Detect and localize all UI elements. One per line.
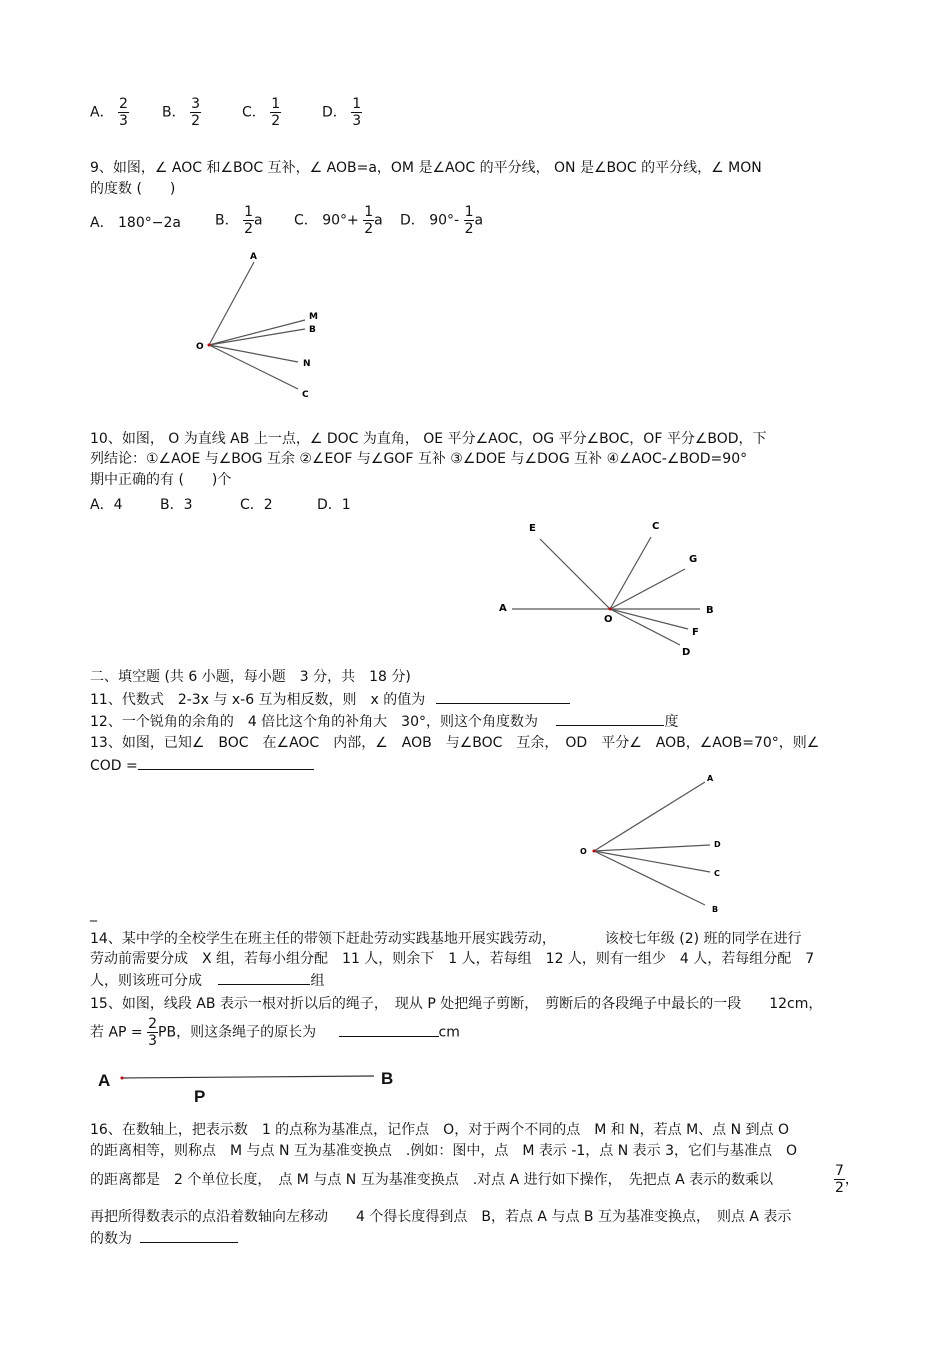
q16-fraction — [834, 1163, 845, 1196]
q15-mid: PB，则这条绳子的原长为 — [158, 1024, 317, 1041]
q10-line1: 10、如图， O 为直线 AB 上一点，∠ DOC 为直角， OE 平分∠AOC，OG 平分∠BOC，OF 平分∠BOD，下 — [90, 431, 767, 447]
q14-line2: 劳动前需要分成 X 组，若每小组分配 11 人，则余下 1 人，若每组 12 人，则有一组少 4 人，若每组分配 7 — [90, 951, 815, 967]
q9-line1: 9、如图，∠ AOC 和∠BOC 互补，∠ AOB=a，OM 是∠AOC 的平分线， ON 是∠BOC 的平分线，∠ MON — [90, 160, 762, 176]
q16-line5-text: 的数为 — [90, 1231, 132, 1247]
q15-den: 3 — [148, 1033, 158, 1049]
q10-line3: 期中正确的有 ( )个 — [90, 472, 232, 488]
q10-label-c: C — [652, 521, 660, 532]
q11-text: 11、代数式 2-3x 与 x-6 互为相反数，则 x 的值为 — [90, 692, 426, 708]
q14-unit: 组 — [310, 973, 325, 989]
q16-line5 — [90, 1228, 238, 1249]
q13-label-b: B — [712, 905, 719, 914]
stray-mark: _ — [90, 906, 97, 922]
q13-label-o: O — [580, 847, 587, 856]
q16-fraction-wrap — [834, 1163, 859, 1196]
q9-c-suffix: a — [374, 212, 383, 229]
q9-d-label: D． 90°- — [400, 212, 460, 229]
q8-d-den: 3 — [352, 113, 362, 129]
q9-label-c: C — [302, 390, 309, 400]
q8-c-label: C． — [242, 104, 266, 121]
q10-label-e: E — [529, 523, 536, 534]
q15-num: 2 — [148, 1016, 158, 1032]
q16-num: 7 — [835, 1163, 844, 1179]
q16-line4: 再把所得数表示的点沿着数轴向左移动 4 个得长度得到点 B，若点 A 与点 B 互为基准变换点， 则点 A 表示 — [90, 1209, 792, 1225]
q12-text: 12、一个锐角的余角的 4 倍比这个角的补角大 30°，则这个角度数为 — [90, 714, 538, 730]
q9-d-suffix: a — [474, 212, 484, 229]
q10-label-f: F — [692, 627, 699, 638]
q13-line2-text: COD = — [90, 758, 138, 774]
q10-option-b: B．3 — [160, 497, 193, 513]
q10-label-b: B — [706, 605, 714, 616]
q8-a-label: A． — [90, 104, 114, 121]
q10-label-g: G — [689, 554, 698, 565]
q9-b-label: B． — [215, 212, 239, 229]
q9-d-den: 2 — [464, 221, 474, 237]
q10-line2: 列结论：①∠AOE 与∠BOG 互余 ②∠EOF 与∠GOF 互补 ③∠DOE 与∠DOG 互补 ④∠AOC-∠BOD=90° — [90, 451, 748, 467]
q9-label-o: O — [196, 342, 204, 352]
q15-label-a: A — [98, 1071, 111, 1090]
q9-label-b: B — [309, 325, 316, 335]
q9-option-a: A． 180°−2a — [90, 215, 181, 231]
q10-label-d: D — [682, 647, 691, 658]
q10-option-d: D．1 — [317, 497, 351, 513]
q13-label-c: C — [714, 869, 720, 878]
q8-b-label: B． — [162, 104, 186, 121]
q8-b-num: 3 — [191, 96, 200, 112]
q9-c-label: C． 90°+ — [294, 212, 359, 229]
q8-d-num: 1 — [352, 96, 362, 112]
q9-b-num: 1 — [244, 204, 253, 220]
q9-b-den: 2 — [244, 221, 253, 237]
q15-prefix: 若 AP = — [90, 1024, 143, 1041]
q9-c-num: 1 — [364, 204, 374, 220]
q13-label-a: A — [707, 774, 714, 783]
q9-label-m: M — [309, 312, 318, 322]
q9-label-n: N — [303, 359, 311, 369]
q8-d-label: D． — [322, 104, 347, 121]
q12-unit: 度 — [664, 714, 679, 730]
q13-line1: 13、如图，已知∠ BOC 在∠AOC 内部，∠ AOB 与∠BOC 互余， OD 平分∠ AOB，∠AOB=70°，则∠ — [90, 735, 820, 751]
q16-answer-blank[interactable] — [140, 1228, 238, 1243]
section2-title: 二、填空题 (共 6 小题，每小题 3 分，共 18 分) — [90, 669, 411, 685]
q13-label-d: D — [714, 840, 721, 849]
q8-b-den: 2 — [191, 113, 200, 129]
q15-line1: 15、如图，线段 AB 表示一根对折以后的绳子， 现从 P 处把绳子剪断， 剪断后的各段绳子中最长的一段 12cm， — [90, 996, 823, 1012]
q15-segment-ab — [122, 1076, 374, 1078]
q10-option-c: C．2 — [240, 497, 273, 513]
q16-den: 2 — [835, 1180, 844, 1196]
q9-label-a: A — [250, 252, 257, 262]
q9-d-num: 1 — [464, 204, 474, 220]
q8-a-den: 3 — [119, 113, 128, 129]
q10-label-o: O — [604, 614, 613, 625]
q16-comma: ， — [844, 1171, 859, 1188]
q10-option-a: A．4 — [90, 497, 123, 513]
q8-a-num: 2 — [119, 96, 128, 112]
q9-line2: 的度数 ( ) — [90, 181, 176, 197]
q8-c-num: 1 — [271, 96, 281, 112]
q9-c-den: 2 — [364, 221, 374, 237]
q15-label-b: B — [381, 1069, 394, 1088]
q16-line1: 16、在数轴上，把表示数 1 的点称为基准点，记作点 O，对于两个不同的点 M 和 N，若点 M、点 N 到点 O — [90, 1122, 790, 1138]
q9-b-suffix: a — [253, 212, 263, 229]
q14-line1: 14、某中学的全校学生在班主任的带领下赶赴劳动实践基地开展实践劳动， 该校七年级 (2) 班的同学在进行 — [90, 931, 802, 947]
q10-label-a: A — [499, 603, 507, 614]
q16-line3: 的距离都是 2 个单位长度， 点 M 与点 N 互为基准变换点 .对点 A 进行如下操作， 先把点 A 表示的数乘以 — [90, 1172, 774, 1188]
q15-unit: cm — [438, 1024, 460, 1041]
q15-point-a — [121, 1077, 124, 1080]
q8-c-den: 2 — [271, 113, 281, 129]
q15-label-p: P — [194, 1087, 206, 1106]
q16-line2: 的距离相等，则称点 M 与点 N 互为基准变换点 .例如：图中，点 M 表示 -1，点 N 表示 3，它们与基准点 O — [90, 1143, 798, 1159]
q14-line3-text: 人，则该班可分成 — [90, 973, 202, 989]
